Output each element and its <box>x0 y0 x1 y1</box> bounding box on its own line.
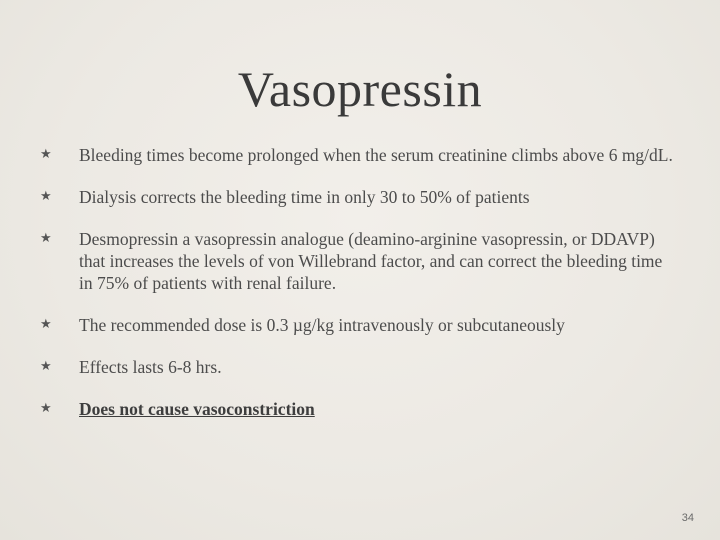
star-icon: ★ <box>40 147 52 162</box>
bullet-item <box>40 314 680 336</box>
bullet-text: Bleeding times become prolonged when the serum creatinine climbs above 6 mg/dL. <box>79 145 673 165</box>
star-icon: ★ <box>40 231 52 246</box>
page-number: 34 <box>681 512 694 524</box>
bullet-text: The recommended dose is 0.3 µg/kg intravenously or subcutaneously <box>79 315 565 335</box>
bullet-item <box>40 356 680 378</box>
star-icon: ★ <box>40 317 52 332</box>
star-icon: ★ <box>40 401 52 416</box>
star-icon: ★ <box>40 189 52 204</box>
slide-title: Vasopressin <box>237 61 483 117</box>
bullet-text-emphasized: Does not cause vasoconstriction <box>79 399 315 419</box>
bullet-item <box>40 398 680 420</box>
bullet-text: Dialysis corrects the bleeding time in only 30 to 50% of patients <box>79 187 530 207</box>
bullet-text: Effects lasts 6-8 hrs. <box>79 357 222 377</box>
bullet-text: Desmopressin a vasopressin analogue (deamino-arginine vasopressin, or DDAVP) that increases the levels of von Willebrand factor, and can correct the bleeding time in 75% of patients with renal failure. <box>79 229 663 293</box>
bullet-list <box>40 144 680 440</box>
star-icon: ★ <box>40 359 52 374</box>
bullet-item <box>40 228 680 294</box>
bullet-item <box>40 144 680 166</box>
bullet-item <box>40 186 680 208</box>
